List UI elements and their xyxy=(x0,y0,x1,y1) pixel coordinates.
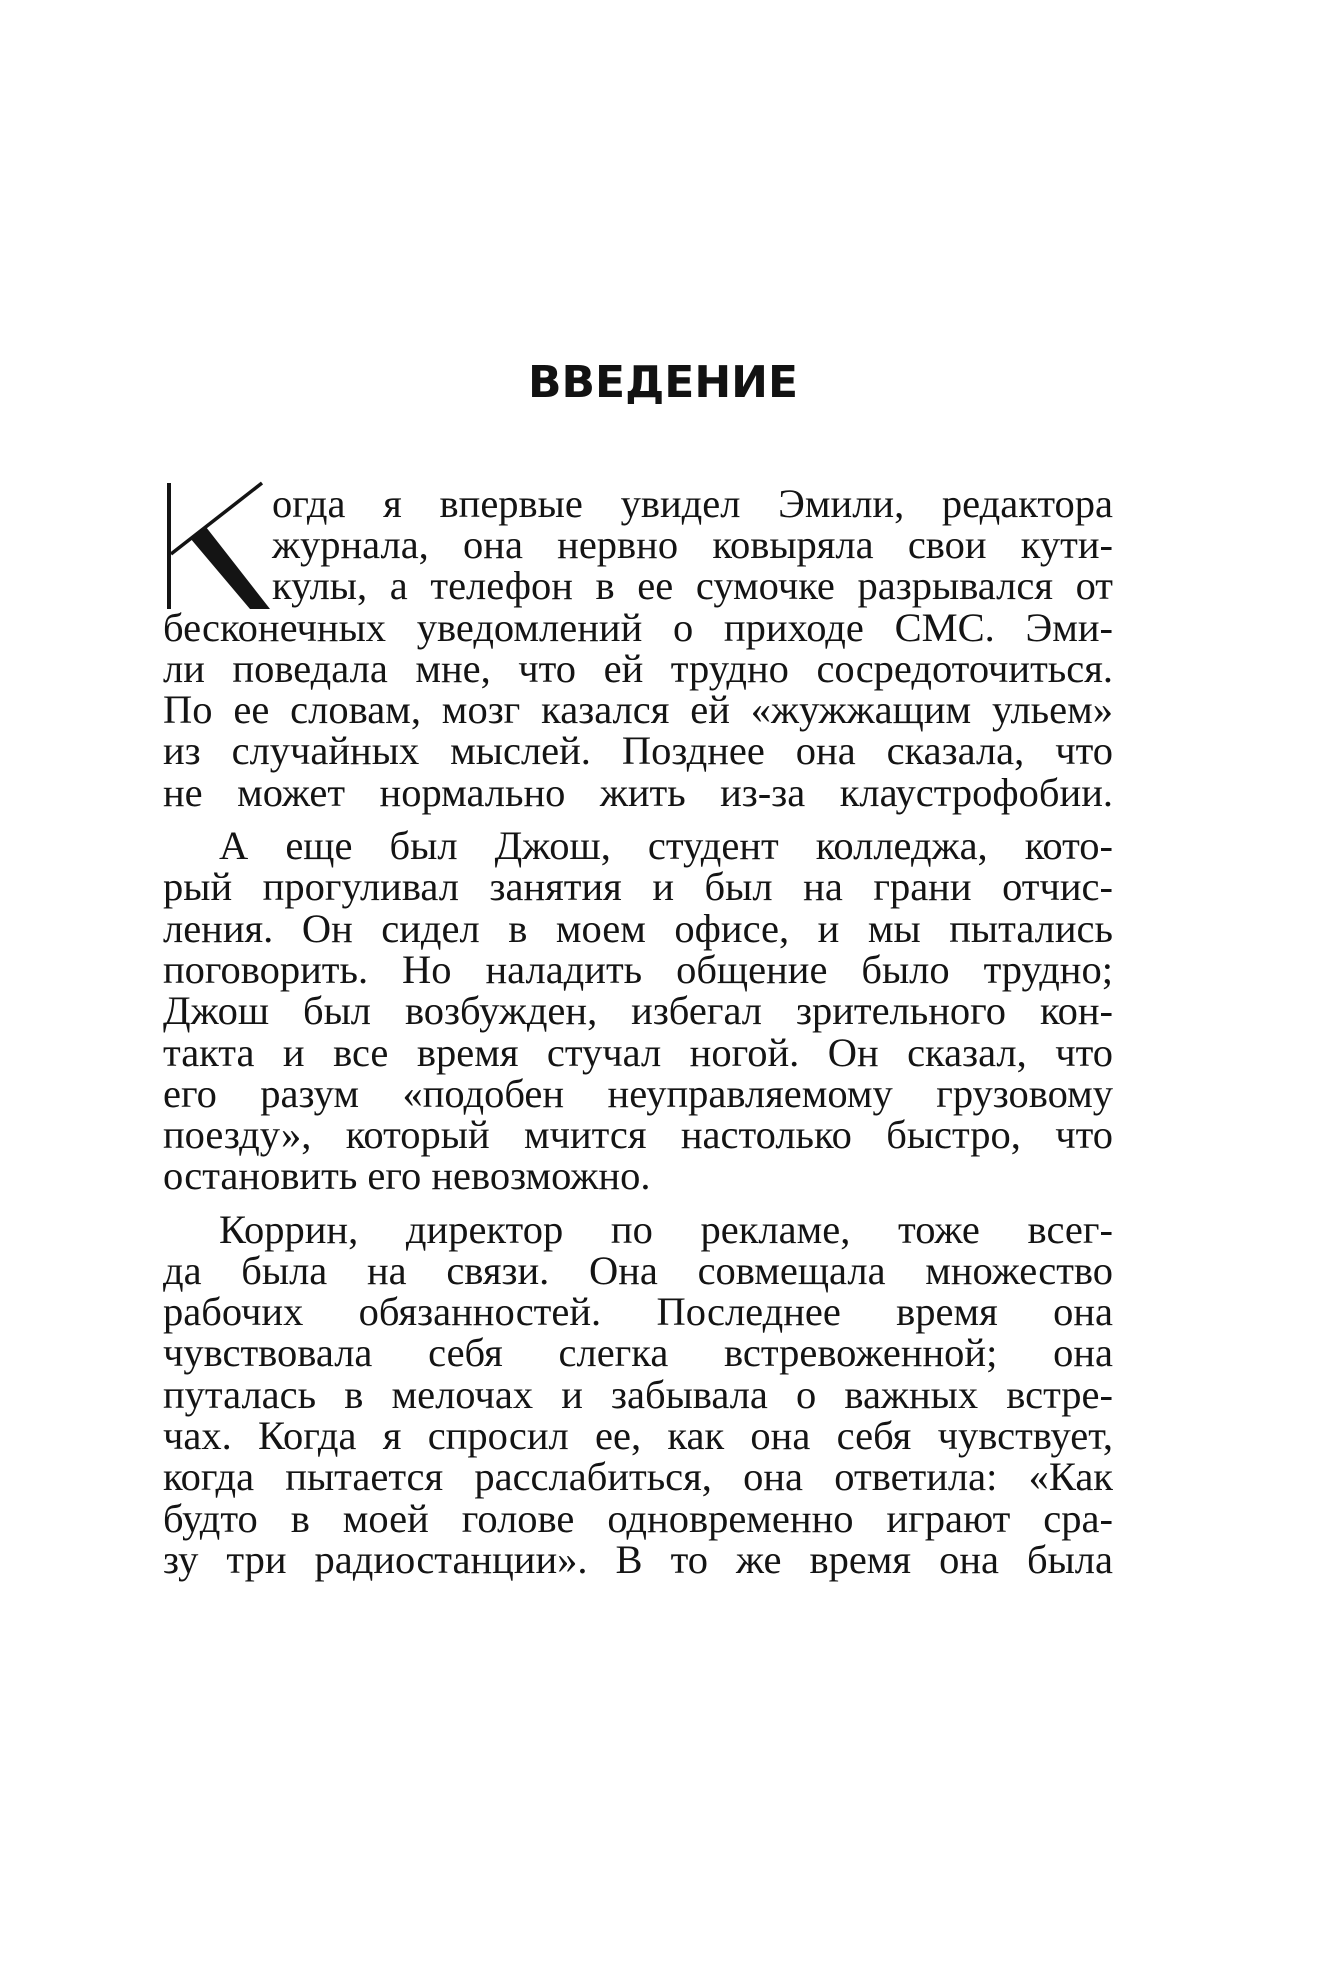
text-line: когда пытается расслабиться, она ответила: «Как xyxy=(163,1454,1113,1499)
text-line: рабочих обязанностей. Последнее время она xyxy=(163,1289,1113,1334)
text-line: поезду», который мчится настолько быстро, что xyxy=(163,1112,1113,1157)
text-line: рый прогуливал занятия и был на грани отчис- xyxy=(163,864,1113,909)
drop-cap-letter xyxy=(160,480,272,612)
text-line: да была на связи. Она совмещала множество xyxy=(163,1248,1113,1293)
text-line: огда я впервые увидел Эмили, редактора xyxy=(272,481,1113,526)
text-line: Джош был возбужден, избегал зрительного кон- xyxy=(163,988,1113,1033)
text-line: чувствовала себя слегка встревоженной; она xyxy=(163,1330,1113,1375)
chapter-heading: ВВЕДЕНИЕ xyxy=(527,357,799,408)
text-line: бесконечных уведомлений о приходе СМС. Эми- xyxy=(163,605,1113,650)
text-line: из случайных мыслей. Позднее она сказала, что xyxy=(163,728,1113,773)
text-line: остановить его невозможно. xyxy=(163,1153,651,1198)
text-line: будто в моей голове одновременно играют сра- xyxy=(163,1496,1113,1541)
text-line: поговорить. Но наладить общение было трудно; xyxy=(163,947,1113,992)
text-line: его разум «подобен неуправляемому грузовому xyxy=(163,1071,1113,1116)
text-line: А еще был Джош, студент колледжа, кото- xyxy=(219,823,1113,868)
text-line: путалась в мелочах и забывала о важных встре- xyxy=(163,1372,1113,1417)
text-line: чах. Когда я спросил ее, как она себя чувствует, xyxy=(163,1413,1113,1458)
text-line: По ее словам, мозг казался ей «жужжащим ульем» xyxy=(163,687,1113,732)
text-line: зу три радиостанции». В то же время она была xyxy=(163,1537,1113,1582)
text-line: кулы, а телефон в ее сумочке разрывался от xyxy=(272,563,1113,608)
text-line: Коррин, директор по рекламе, тоже всег- xyxy=(219,1207,1113,1252)
text-line: не может нормально жить из-за клаустрофобии. xyxy=(163,770,1113,815)
text-line: такта и все время стучал ногой. Он сказал, что xyxy=(163,1030,1113,1075)
text-line: журнала, она нервно ковыряла свои кути- xyxy=(272,522,1113,567)
text-line: ли поведала мне, что ей трудно сосредоточиться. xyxy=(163,646,1113,691)
text-line: ления. Он сидел в моем офисе, и мы пытались xyxy=(163,906,1113,951)
